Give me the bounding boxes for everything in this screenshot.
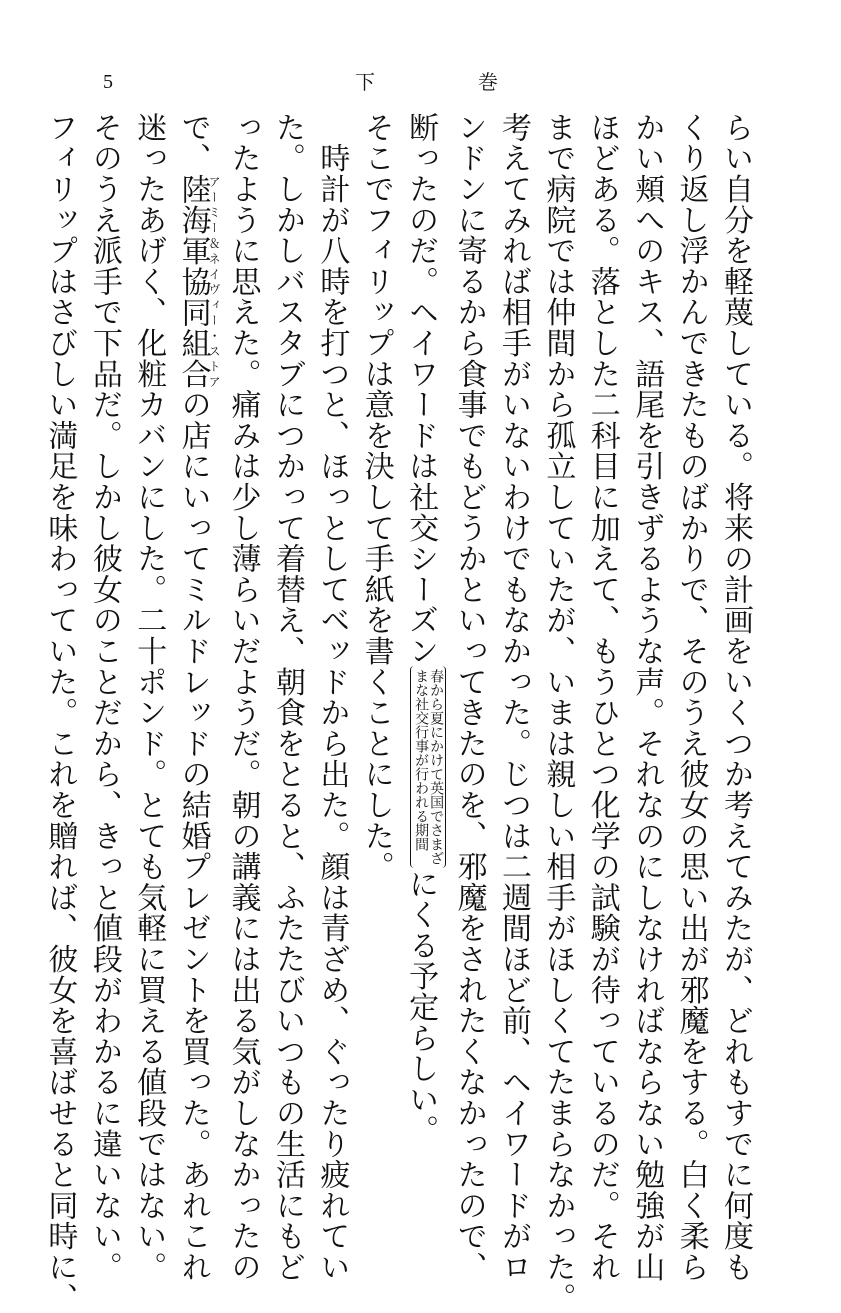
paragraph-start-line: 時計が八時を打つと、ほっとしてベッドから出た。顔は青ざめ、ぐったり疲れてい — [314, 112, 350, 1283]
text-line: ったように思えた。痛みは少し薄らいだようだ。朝の講義には出る気がしなかったの — [225, 112, 261, 1283]
text-segment: で、 — [175, 112, 211, 174]
annotation-line: 春から夏にかけて英国でさまざ — [428, 669, 445, 866]
text-line: そこでフィリップは意を決して手紙を書くことにした。 — [358, 112, 394, 882]
ruby-base: 陸海軍協同組合 — [175, 173, 211, 390]
text-segment: 断ったのだ。ヘイワードは社交シーズン — [403, 112, 439, 667]
inline-annotation — [410, 666, 446, 868]
text-line: らい自分を軽蔑している。将来の計画をいくつか考えてみたが、どれもすでに何度も — [718, 112, 753, 1283]
vertical-body-text — [42, 112, 757, 1313]
annotation-line: まな社交行事が行われる期間 — [413, 669, 430, 852]
text-line: 迷ったあげく、化粧カバンにした。二十ポンド。とても気軽に買える値段ではない。 — [131, 112, 167, 1283]
text-line: ンドンに寄るから食事でもどうかといってきたのを、邪魔をされたくなかったので、 — [451, 112, 487, 1283]
text-line: た。しかしバスタブにつかって着替え、朝食をとると、ふたたびいつもの生活にもど — [269, 112, 305, 1283]
text-segment: の店にいってミルドレッドの結婚プレゼントを買った。あれこれ — [175, 389, 211, 1283]
text-line-with-note — [398, 112, 446, 1148]
text-segment: にくる予定らしい。 — [403, 868, 439, 1146]
text-line: まで病院では仲間から孤立していたが、いまは親しい相手がほしくてたまらなかった。 — [540, 112, 576, 1313]
page-number: 5 — [103, 71, 113, 93]
running-title-first: 下 — [355, 70, 375, 94]
ruby-reading: アーミー＆ネイヴィー・ストア — [207, 173, 222, 390]
text-line: 考えてみれば相手がいないわけでもなかった。じつは二週間ほど前、ヘイワードがロ — [495, 112, 531, 1283]
text-line: そのうえ派手で下品だ。しかし彼女のことだから、きっと値段がわかるに違いない。 — [86, 112, 122, 1283]
ruby-word — [175, 173, 222, 390]
running-title-second: 巻 — [478, 70, 498, 94]
text-line: ほどある。落とした二科目に加えて、もうひとつ化学の試験が待っているのだ。それ — [584, 112, 620, 1283]
text-line-with-ruby — [170, 112, 222, 1283]
text-line: かい頬へのキス、語尾を引きずるような声。それなのにしなければならない勉強が山 — [629, 112, 665, 1283]
text-line: くり返し浮かんできたものばかりで、そのうえ彼女の思い出が邪魔をする。白く柔ら — [673, 112, 709, 1283]
text-line: フィリップはさびしい満足を味わっていた。これを贈れば、彼女を喜ばせると同時に、 — [42, 112, 78, 1313]
